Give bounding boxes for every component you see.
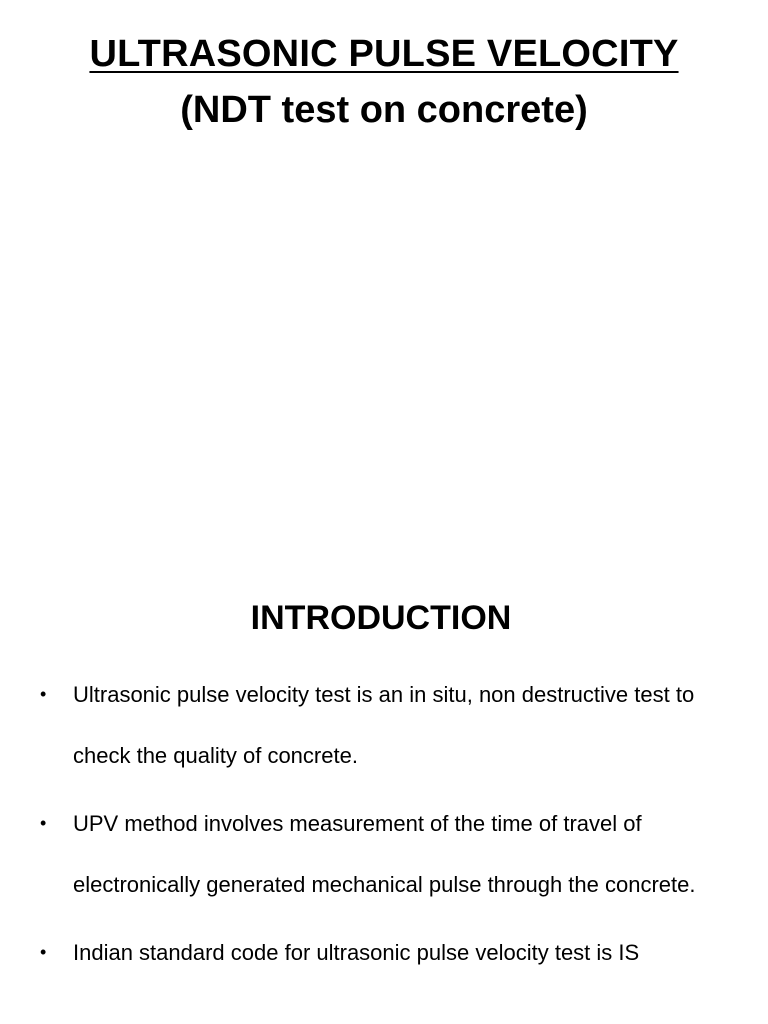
introduction-heading: INTRODUCTION (250, 599, 512, 637)
bullet-icon: • (40, 684, 47, 704)
bullet-item (40, 922, 730, 983)
title-main: ULTRASONIC PULSE VELOCITY (89, 33, 679, 75)
introduction-bullet-list (40, 664, 730, 990)
bullet-icon: • (40, 813, 47, 833)
bullet-item (40, 793, 730, 915)
bullet-item (40, 664, 730, 786)
bullet-text: Ultrasonic pulse velocity test is an in situ, non destructive test to check the quality of concrete. (73, 682, 695, 768)
bullet-text: UPV method involves measurement of the time of travel of electronically generated mechanical pulse through the concrete. (73, 811, 696, 897)
bullet-icon: • (40, 942, 47, 962)
bullet-text: Indian standard code for ultrasonic pulse velocity test is IS (73, 940, 640, 965)
slide-title (0, 28, 768, 138)
title-subtitle: (NDT test on concrete) (180, 89, 588, 131)
